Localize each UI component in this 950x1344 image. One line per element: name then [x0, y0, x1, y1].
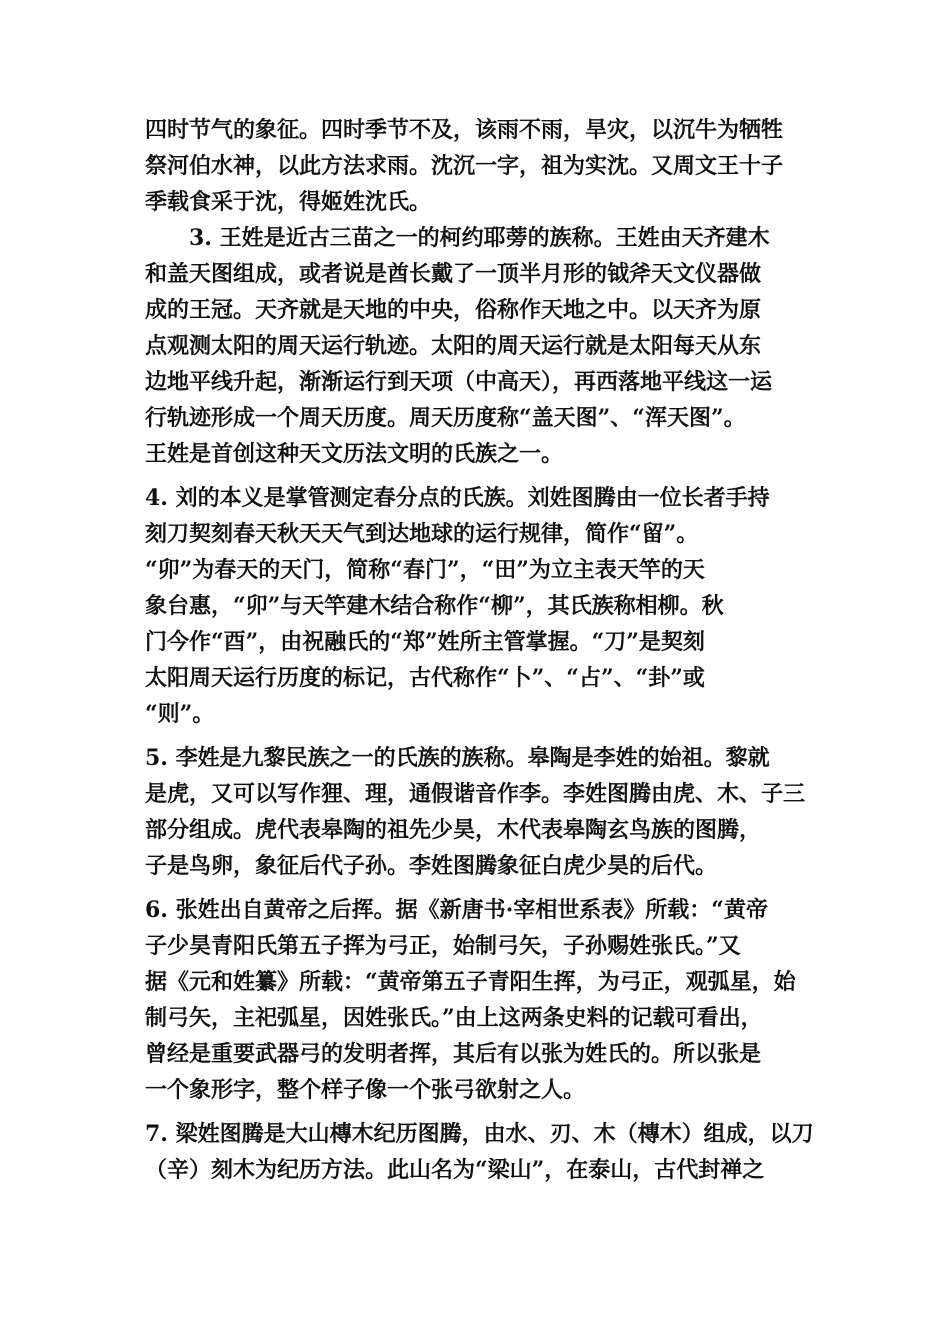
text-line: 部分组成。虎代表皋陶的祖先少昊，木代表皋陶玄鸟族的图腾， [145, 817, 762, 843]
text-line: 4. 刘的本义是掌管测定春分点的氏族。刘姓图腾由一位长者手持 [145, 485, 770, 511]
text-line: “卯”为春天的天门，简称“春门”，“田”为立主表天竿的天 [145, 557, 705, 583]
paragraph [145, 1116, 815, 1188]
text-line: 子是鸟卵，象征后代子孙。李姓图腾象征白虎少昊的后代。 [145, 853, 718, 879]
text-line: 曾经是重要武器弓的发明者挥，其后有以张为姓氏的。所以张是 [145, 1041, 762, 1067]
text-line: 是虎，又可以写作狸、理，通假谐音作李。李姓图腾由虎、木、子三 [145, 781, 806, 807]
text-line: 据《元和姓纂》所载：“黄帝第五子青阳生挥，为弓正，观弧星，始 [145, 969, 796, 995]
paragraph [145, 112, 815, 220]
text-line: 边地平线升起，渐渐运行到天项（中高天），再西落地平线这一运 [145, 369, 773, 395]
text-line: 行轨迹形成一个周天历度。周天历度称“盖天图”、“浑天图”。 [145, 405, 746, 431]
text-line: 子少昊青阳氏第五子挥为弓正，始制弓矢，子孙赐姓张氏。”又 [145, 933, 741, 959]
document-body [145, 112, 815, 1188]
text-line: 王姓是首创这种天文历法文明的氏族之一。 [145, 441, 564, 467]
text-line: 四时节气的象征。四时季节不及，该雨不雨，旱灾，以沉牛为牺牲 [145, 117, 784, 143]
text-line: 点观测太阳的周天运行轨迹。太阳的周天运行就是太阳每天从东 [145, 333, 762, 359]
text-line: 门今作“酉”，由祝融氏的“郑”姓所主管掌握。“刀”是契刻 [145, 629, 705, 655]
text-line: 7. 梁姓图腾是大山槫木纪历图腾，由水、刃、木（槫木）组成，以刀 [145, 1121, 814, 1147]
text-line: “则”。 [145, 701, 215, 727]
text-line: （辛）刻木为纪历方法。此山名为“梁山”，在泰山，古代封禅之 [145, 1157, 765, 1183]
text-line: 3. 王姓是近古三苗之一的柯约耶蒡的族称。王姓由天齐建木 [145, 225, 770, 251]
text-line: 太阳周天运行历度的标记，古代称作“卜”、“占”、“卦”或 [145, 665, 705, 691]
paragraph [145, 892, 815, 1108]
text-line: 一个象形字，整个样子像一个张弓欲射之人。 [145, 1077, 586, 1103]
text-line: 6. 张姓出自黄帝之后挥。据《新唐书·宰相世系表》所载：“黄帝 [145, 897, 768, 923]
text-line: 象台惠，“卯”与天竿建木结合称作“柳”，其氏族称相柳。秋 [145, 593, 724, 619]
text-line: 和盖天图组成，或者说是酋长戴了一顶半月形的钺斧天文仪器做 [145, 261, 762, 287]
text-line: 祭河伯水神，以此方法求雨。沈沉一字，祖为实沈。又周文王十子 [145, 153, 784, 179]
text-line: 成的王冠。天齐就是天地的中央，俗称作天地之中。以天齐为原 [145, 297, 762, 323]
paragraph [145, 740, 815, 884]
text-line: 制弓矢，主祀弧星，因姓张氏。”由上这两条史料的记载可看出， [145, 1005, 763, 1031]
text-line: 刻刀契刻春天秋天天气到达地球的运行规律，简作“留”。 [145, 521, 699, 547]
text-line: 5. 李姓是九黎民族之一的氏族的族称。皋陶是李姓的始祖。黎就 [145, 745, 770, 771]
paragraph [145, 220, 815, 472]
text-line: 季载食采于沈，得姬姓沈氏。 [145, 189, 432, 215]
paragraph [145, 480, 815, 732]
